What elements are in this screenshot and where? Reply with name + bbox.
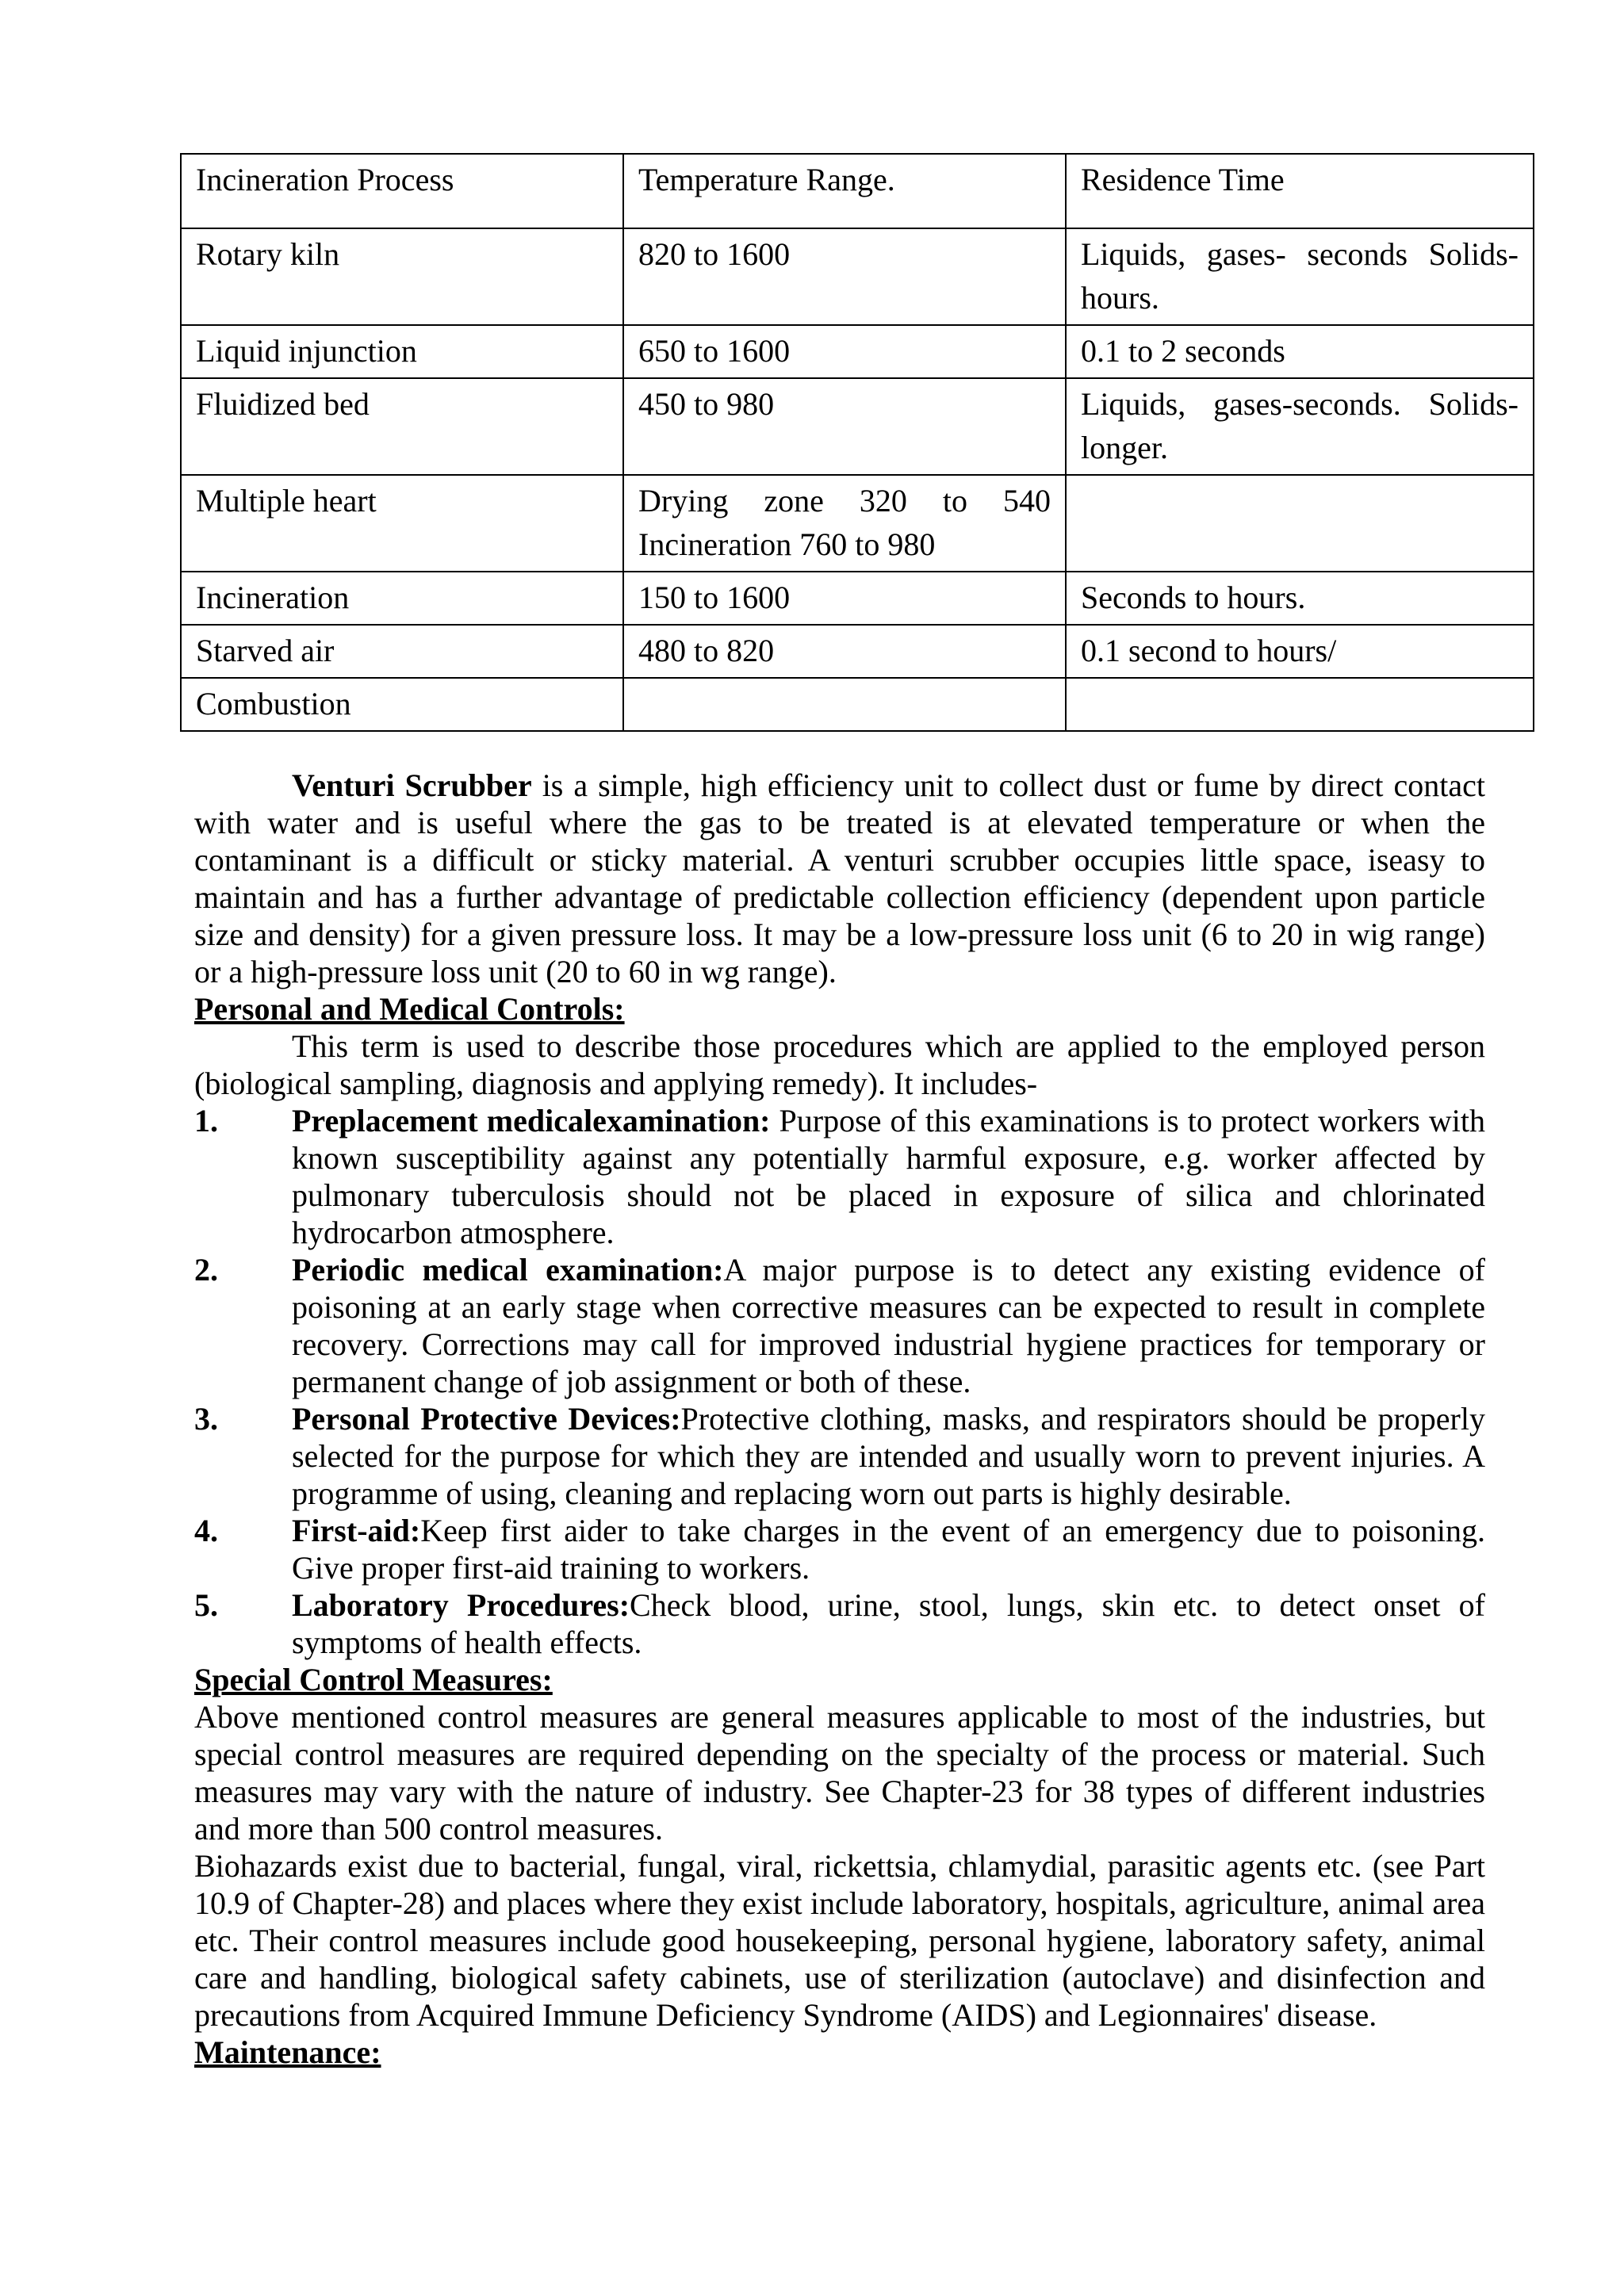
body-text: [180, 767, 1500, 2071]
document-page: [180, 153, 1519, 2071]
table-row: [181, 572, 1534, 625]
venturi-paragraph: [194, 767, 1485, 990]
special-paragraph-2: Biohazards exist due to bacterial, fungal, viral, rickettsia, chlamydial, parasitic agents etc. (see Part 10.9 of Chapter-28) and places where they exist include laboratory, hospitals, agriculture, animal area etc. Their control measures include good housekeeping, personal hygiene, laboratory safety, animal care and handling, biological safety cabinets, use of sterilization (autoclave) and disinfection and precautions from Acquired Immune Deficiency Syndrome (AIDS) and Legionnaires' disease.: [194, 1848, 1485, 2033]
table-row: [181, 625, 1534, 678]
maintenance-heading: Maintenance:: [194, 2034, 381, 2070]
table-cell: Seconds to hours.: [1066, 572, 1534, 625]
list-item: [194, 1586, 1485, 1661]
list-number: 3.: [194, 1401, 218, 1437]
table-row: [181, 378, 1534, 475]
table-cell: Combustion: [181, 678, 623, 731]
table-cell: [1066, 678, 1534, 731]
list-number: 2.: [194, 1252, 218, 1288]
list-item-text: A major purpose is to detect any existing evidence of poisoning at an early stage when corrective measures can be expected to result in complete recovery. Corrections may call for improved industrial hygiene practices for temporary or permanent change of job assignment or both of these.: [292, 1252, 1486, 1399]
table-cell: Rotary kiln: [181, 228, 623, 325]
table-header-cell: Residence Time: [1066, 154, 1534, 228]
list-item-title: Personal Protective Devices:: [292, 1401, 681, 1437]
table-cell: Incineration: [181, 572, 623, 625]
table-cell: 450 to 980: [623, 378, 1066, 475]
special-heading: Special Control Measures:: [194, 1662, 553, 1697]
table-cell: 820 to 1600: [623, 228, 1066, 325]
list-number: 5.: [194, 1587, 218, 1623]
list-item-title: Laboratory Procedures:: [292, 1587, 630, 1623]
table-cell: 0.1 to 2 seconds: [1066, 325, 1534, 378]
list-item: [194, 1102, 1485, 1251]
table-cell: Drying zone 320 to 540 Incineration 760 to 980: [623, 475, 1066, 572]
table-cell: Liquids, gases- seconds Solids-hours.: [1066, 228, 1534, 325]
table-row: [181, 228, 1534, 325]
personal-intro: This term is used to describe those procedures which are applied to the employed person (biological sampling, diagnosis and applying remedy). It includes-: [194, 1028, 1485, 1101]
table-cell: [1066, 475, 1534, 572]
table-cell: Fluidized bed: [181, 378, 623, 475]
table-cell: Starved air: [181, 625, 623, 678]
table-cell: Multiple heart: [181, 475, 623, 572]
table-cell: Liquids, gases-seconds. Solids-longer.: [1066, 378, 1534, 475]
special-paragraph-1: Above mentioned control measures are general measures applicable to most of the industries, but special control measures are required depending on the specialty of the process or material. Such measures may vary with the nature of industry. See Chapter-23 for 38 types of different industries and more than 500 control measures.: [194, 1699, 1485, 1846]
list-item-text: Keep first aider to take charges in the event of an emergency due to poisoning. Give proper first-aid training to workers.: [292, 1513, 1485, 1586]
table-cell: 650 to 1600: [623, 325, 1066, 378]
personal-heading: Personal and Medical Controls:: [194, 991, 625, 1027]
table-cell: 150 to 1600: [623, 572, 1066, 625]
table-cell: [623, 678, 1066, 731]
list-item-text: Purpose of this examinations is to protect workers with known susceptibility against any potentially harmful exposure, e.g. worker affected by pulmonary tuberculosis should not be placed in exposure of silica and chlorinated hydrocarbon atmosphere.: [292, 1103, 1485, 1250]
list-number: 4.: [194, 1513, 218, 1548]
list-item-text: Check blood, urine, stool, lungs, skin etc. to detect onset of symptoms of health effects.: [292, 1587, 1485, 1660]
table-cell: 0.1 second to hours/: [1066, 625, 1534, 678]
table-header-row: [181, 154, 1534, 228]
list-number: 1.: [194, 1103, 218, 1138]
venturi-text: is a simple, high efficiency unit to collect dust or fume by direct contact with water and is useful where the gas to be treated is at elevated temperature or when the contaminant is a difficult or sticky material. A venturi scrubber occupies little space, iseasy to maintain and has a further advantage of predictable collection efficiency (dependent upon particle size and density) for a given pressure loss. It may be a low-pressure loss unit (6 to 20 in wig range) or a high-pressure loss unit (20 to 60 in wg range).: [194, 767, 1485, 989]
table-row: [181, 475, 1534, 572]
table-row: [181, 678, 1534, 731]
list-item: [194, 1512, 1485, 1586]
list-item-title: Periodic medical examination:: [292, 1252, 724, 1288]
list-item-title: Preplacement medicalexamination:: [292, 1103, 771, 1138]
table-cell: Liquid injunction: [181, 325, 623, 378]
list-item-title: First-aid:: [292, 1513, 421, 1548]
table-header-cell: Incineration Process: [181, 154, 623, 228]
venturi-term: Venturi Scrubber: [292, 767, 532, 803]
incineration-table: [180, 153, 1534, 732]
list-item-text: Protective clothing, masks, and respirators should be properly selected for the purpose for which they are intended and usually worn to prevent injuries. A programme of using, cleaning and replacing worn out parts is highly desirable.: [292, 1401, 1485, 1511]
list-item: [194, 1400, 1485, 1512]
table-row: [181, 325, 1534, 378]
table-header-cell: Temperature Range.: [623, 154, 1066, 228]
list-item: [194, 1251, 1485, 1400]
table-cell: 480 to 820: [623, 625, 1066, 678]
